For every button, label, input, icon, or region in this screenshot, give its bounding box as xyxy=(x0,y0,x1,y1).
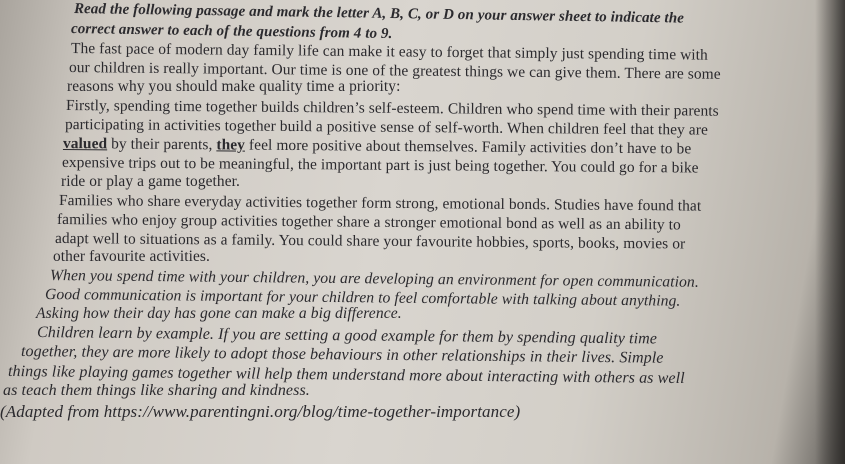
passage-p2-line-1: Firstly, spending time together builds children’s self-esteem. Children who spend time with their parents xyxy=(65,97,719,120)
passage-p5-line-3: things like playing games together will help them understand more about interacting with others as well xyxy=(7,363,685,388)
passage-p3-line-1: Families who share everyday activities together form strong, emotional bonds. Studies have found that xyxy=(58,192,702,215)
passage-p2-line-2: participating in activities together build a positive sense of self-worth. When children feel that they are xyxy=(64,116,708,139)
passage-p4-line-1: When you spend time with your children, you are developing an environment for open communication. xyxy=(49,267,699,291)
passage-p5-line-1: Children learn by example. If you are setting a good example for them by spending quality time xyxy=(36,324,658,348)
p2-line-3-rest: feel more positive about themselves. Family activities don’t have to be xyxy=(244,136,692,158)
passage-p4-line-2: Good communication is important for your children to feel comfortable with talking about anything. xyxy=(44,286,681,310)
instruction-line-2: correct answer to each of the questions from 4 to 9. xyxy=(70,21,393,43)
passage-p5-line-4: as teach them things like sharing and kindness. xyxy=(3,382,310,399)
passage-p5-line-2: together, they are more likely to adopt those behaviours in other relationships in their lives. Simple xyxy=(20,343,664,367)
p2-line-3-mid: by their parents, xyxy=(107,135,217,154)
passage-p4-line-3: Asking how their day has gone can make a big difference. xyxy=(36,305,402,322)
source-citation: (Adapted from https://www.parentingni.org/blog/time-together-importance) xyxy=(0,402,521,421)
passage-p3-line-4: other favourite activities. xyxy=(53,248,210,265)
passage-p2-line-4: expensive trips out to be meaningful, the important part is just being together. You could go for a bike xyxy=(61,154,699,177)
passage-p2-line-5: ride or play a game together. xyxy=(61,173,240,190)
passage-p1-line-1: The fast pace of modern day family life can make it easy to forget that simply just spending time with xyxy=(70,40,708,64)
passage-p1-line-3: reasons why you should make quality time a priority: xyxy=(67,78,401,95)
passage-p1-line-2: our children is really important. Our time is one of the greatest things we can give them. There are some xyxy=(68,59,721,83)
underlined-word-they: they xyxy=(216,136,246,154)
passage-p3-line-2: families who enjoy group activities together share a stronger emotional bond as well as an ability to xyxy=(56,211,681,234)
passage-p3-line-3: adapt well to situations as a family. You could share your favourite hobbies, sports, books, movies or xyxy=(54,230,686,253)
underlined-word-valued: valued xyxy=(62,135,108,153)
instruction-line-1: Read the following passage and mark the letter A, B, C, or D on your answer sheet to indicate the xyxy=(73,1,685,27)
page-edge-shadow xyxy=(815,0,845,464)
